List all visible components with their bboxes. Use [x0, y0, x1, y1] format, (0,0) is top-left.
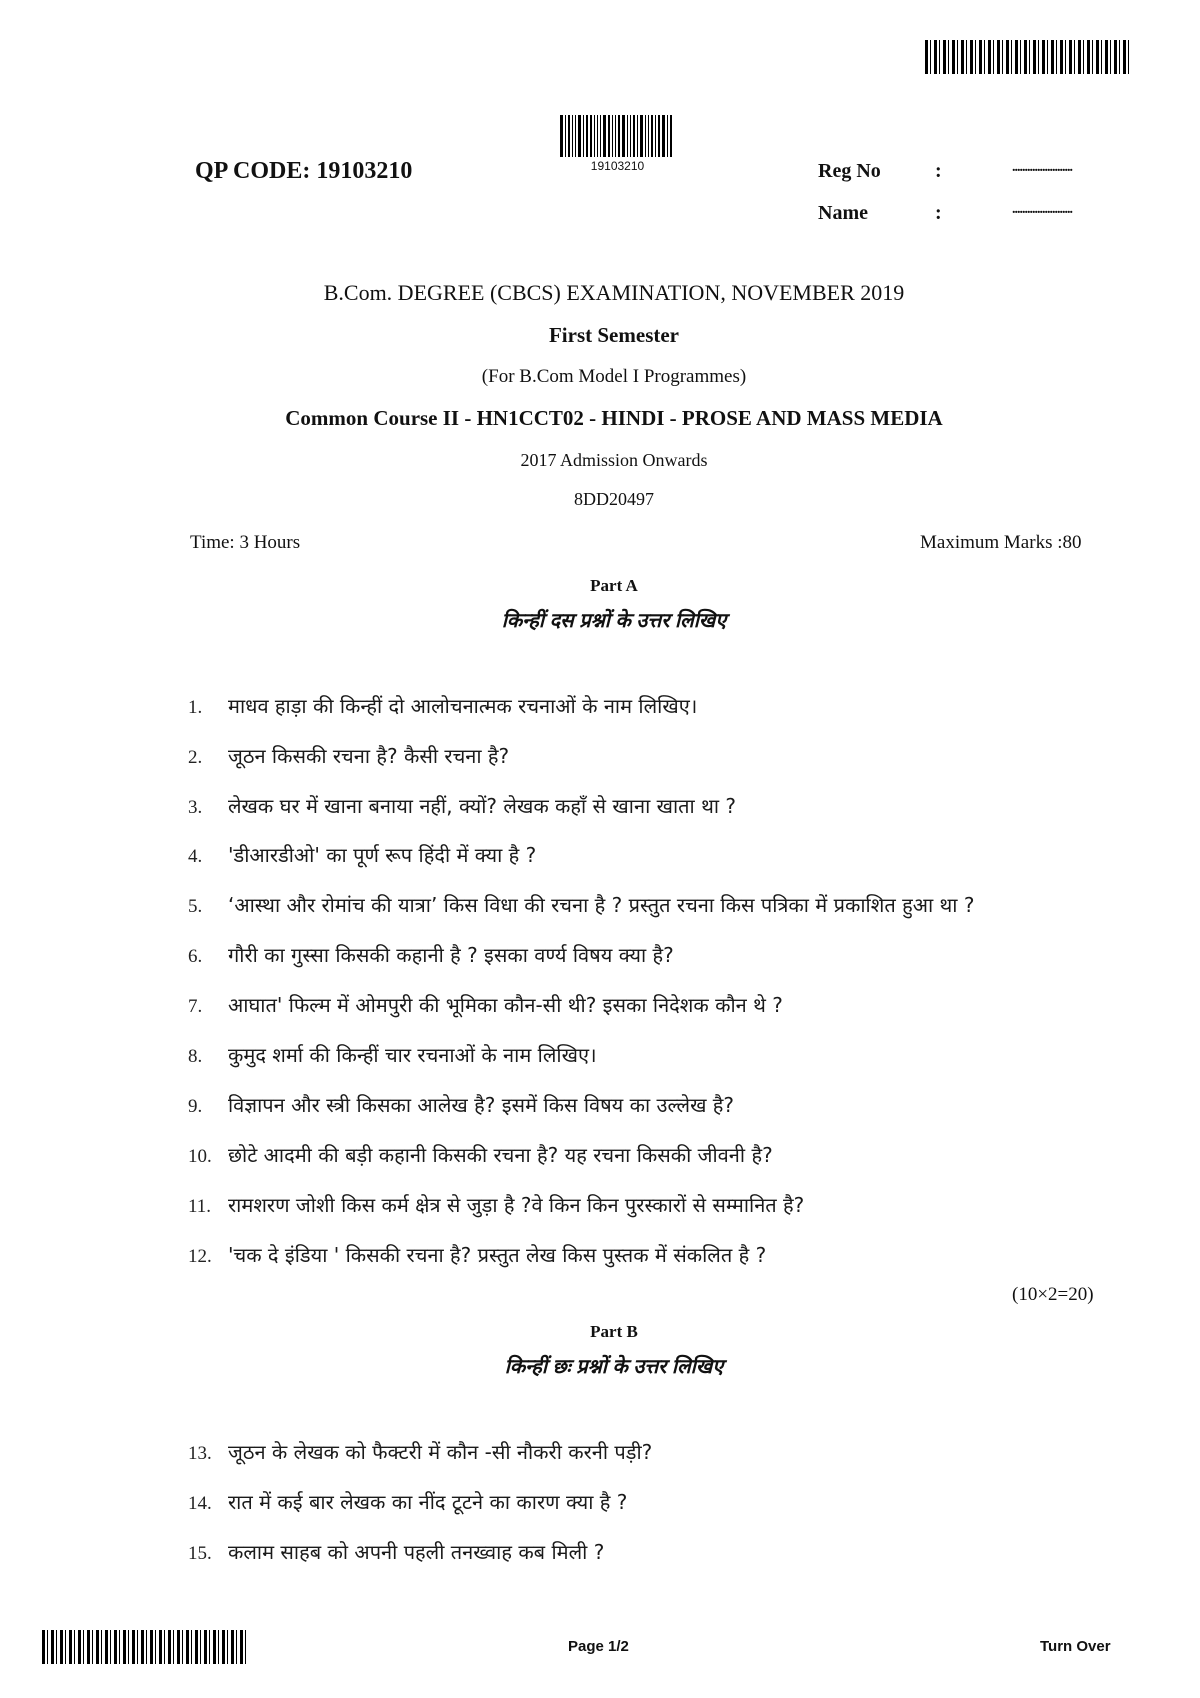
- question-text: ‘आस्था और रोमांच की यात्रा’ किस विधा की रचना है ? प्रस्तुत रचना किस पत्रिका में प्रकाशित हुआ था ?: [228, 893, 975, 917]
- barcode-bar: [633, 115, 635, 157]
- question-text: गौरी का गुस्सा किसकी कहानी है ? इसका वर्ण्य विषय क्या है?: [228, 943, 674, 967]
- barcode-bar: [586, 115, 588, 157]
- question-text: आघात' फिल्म में ओमपुरी की भूमिका कौन-सी थी? इसका निदेशक कौन थे ?: [228, 993, 783, 1017]
- question-number: 8.: [188, 1046, 203, 1067]
- barcode-bar: [600, 115, 601, 157]
- question-number: 1.: [188, 697, 203, 718]
- exam-title: B.Com. DEGREE (CBCS) EXAMINATION, NOVEMBER 2019: [323, 280, 905, 305]
- barcode-bar: [670, 115, 672, 157]
- programme: (For B.Com Model I Programmes): [481, 366, 747, 387]
- barcode-bar: [568, 115, 570, 157]
- question-number: 10.: [188, 1146, 212, 1167]
- barcode-bar: [618, 115, 620, 157]
- question-item: [188, 941, 1118, 968]
- question-text: जूठन किसकी रचना है? कैसी रचना है?: [228, 744, 510, 768]
- question-item: [188, 841, 1118, 868]
- question-text: 'चक दे इंडिया ' किसकी रचना है? प्रस्तुत लेख किस पुस्तक में संकलित है ?: [228, 1243, 767, 1267]
- question-item: [188, 991, 1118, 1018]
- barcode-bar: [575, 115, 576, 157]
- question-text: रामशरण जोशी किस कर्म क्षेत्र से जुड़ा है ?वे किन किन पुरस्कारों से सम्मानित है?: [228, 1193, 805, 1217]
- barcode-bar: [645, 115, 646, 157]
- reg-no-field: ........................: [1012, 160, 1072, 175]
- barcode-bar: [565, 115, 566, 157]
- part-a-heading: Part A: [590, 576, 638, 595]
- question-text: रात में कई बार लेखक का नींद टूटने का कारण क्या है ?: [228, 1490, 628, 1514]
- question-number: 13.: [188, 1443, 212, 1464]
- question-text: माधव हाड़ा की किन्हीं दो आलोचनात्मक रचनाओं के नाम लिखिए।: [228, 694, 698, 718]
- barcode-bar: [630, 115, 631, 157]
- semester: First Semester: [548, 323, 680, 347]
- question-item: [188, 1041, 1118, 1068]
- barcode-bar: [578, 115, 581, 157]
- name-label: Name: [818, 202, 868, 224]
- question-number: 12.: [188, 1246, 212, 1267]
- question-number: 14.: [188, 1493, 212, 1514]
- barcode-bar: [594, 115, 595, 157]
- question-item: [188, 1241, 1118, 1268]
- barcode-bar: [583, 115, 584, 157]
- bottom-left-barcode: [42, 1630, 247, 1664]
- question-number: 15.: [188, 1543, 212, 1564]
- barcode-bar: [608, 115, 610, 157]
- question-item: [188, 792, 1118, 819]
- question-number: 5.: [188, 896, 203, 917]
- barcode-bar: [612, 115, 613, 157]
- question-item: [188, 742, 1118, 769]
- name-field: ........................: [1012, 202, 1072, 217]
- barcode-number: 19103210: [590, 159, 645, 173]
- barcode-bar: [622, 115, 625, 157]
- center-barcode: [560, 115, 675, 157]
- barcode-bar: [603, 115, 606, 157]
- name-colon: :: [935, 202, 942, 224]
- barcode-bar: [637, 115, 638, 157]
- question-item: [188, 1438, 1118, 1465]
- top-right-barcode: [925, 40, 1130, 74]
- question-item: [188, 1538, 1118, 1565]
- page-number: Page 1/2: [568, 1638, 629, 1655]
- barcode-bar: [651, 115, 653, 157]
- question-item: [188, 692, 1118, 719]
- barcode-bar: [597, 115, 598, 157]
- reg-no-colon: :: [935, 160, 942, 182]
- question-text: कलाम साहब को अपनी पहली तनख्वाह कब मिली ?: [228, 1540, 605, 1564]
- question-number: 2.: [188, 747, 203, 768]
- question-text: 'डीआरडीओ' का पूर्ण रूप हिंदी में क्या है ?: [228, 843, 537, 867]
- turn-over-label: Turn Over: [1040, 1638, 1111, 1655]
- question-number: 3.: [188, 797, 203, 818]
- barcode-bar: [655, 115, 656, 157]
- question-item: [188, 1488, 1118, 1515]
- question-text: कुमुद शर्मा की किन्हीं चार रचनाओं के नाम लिखिए।: [228, 1043, 597, 1067]
- question-item: [188, 891, 1118, 918]
- question-item: [188, 1141, 1118, 1168]
- question-text: लेखक घर में खाना बनाया नहीं, क्यों? लेखक कहाँ से खाना खाता था ?: [228, 794, 737, 818]
- barcode-bar: [648, 115, 649, 157]
- question-item: [188, 1091, 1118, 1118]
- part-a-marks: (10×2=20): [1012, 1284, 1094, 1305]
- question-number: 6.: [188, 946, 203, 967]
- course-title: Common Course II - HN1CCT02 - HINDI - PROSE AND MASS MEDIA: [285, 406, 943, 430]
- barcode-bar: [590, 115, 592, 157]
- maximum-marks: Maximum Marks :80: [920, 532, 1082, 553]
- part-b-heading: Part B: [590, 1322, 638, 1341]
- barcode-bar: [572, 115, 573, 157]
- time-duration: Time: 3 Hours: [190, 532, 301, 553]
- question-number: 11.: [188, 1196, 212, 1217]
- question-text: छोटे आदमी की बड़ी कहानी किसकी रचना है? यह रचना किसकी जीवनी है?: [228, 1143, 773, 1167]
- admission: 2017 Admission Onwards: [520, 450, 708, 470]
- question-number: 9.: [188, 1096, 203, 1117]
- barcode-bar: [667, 115, 668, 157]
- reg-no-label: Reg No: [818, 160, 881, 182]
- barcode-bar: [658, 115, 660, 157]
- exam-code: 8DD20497: [574, 489, 654, 509]
- part-a-instruction: किन्हीं दस प्रश्नों के उत्तर लिखिए: [501, 610, 727, 632]
- question-text: जूठन के लेखक को फैक्टरी में कौन -सी नौकरी करनी पड़ी?: [228, 1440, 653, 1464]
- barcode-bar: [627, 115, 628, 157]
- part-b-instruction: किन्हीं छः प्रश्नों के उत्तर लिखिए: [504, 1356, 724, 1378]
- question-text: विज्ञापन और स्त्री किसका आलेख है? इसमें किस विषय का उल्लेख है?: [228, 1093, 735, 1117]
- question-number: 4.: [188, 846, 203, 867]
- barcode-bar: [640, 115, 643, 157]
- question-number: 7.: [188, 996, 203, 1017]
- barcode-bar: [615, 115, 616, 157]
- question-item: [188, 1191, 1118, 1218]
- barcode-bar: [662, 115, 665, 157]
- qp-code: QP CODE: 19103210: [195, 158, 413, 184]
- barcode-bar: [560, 115, 563, 157]
